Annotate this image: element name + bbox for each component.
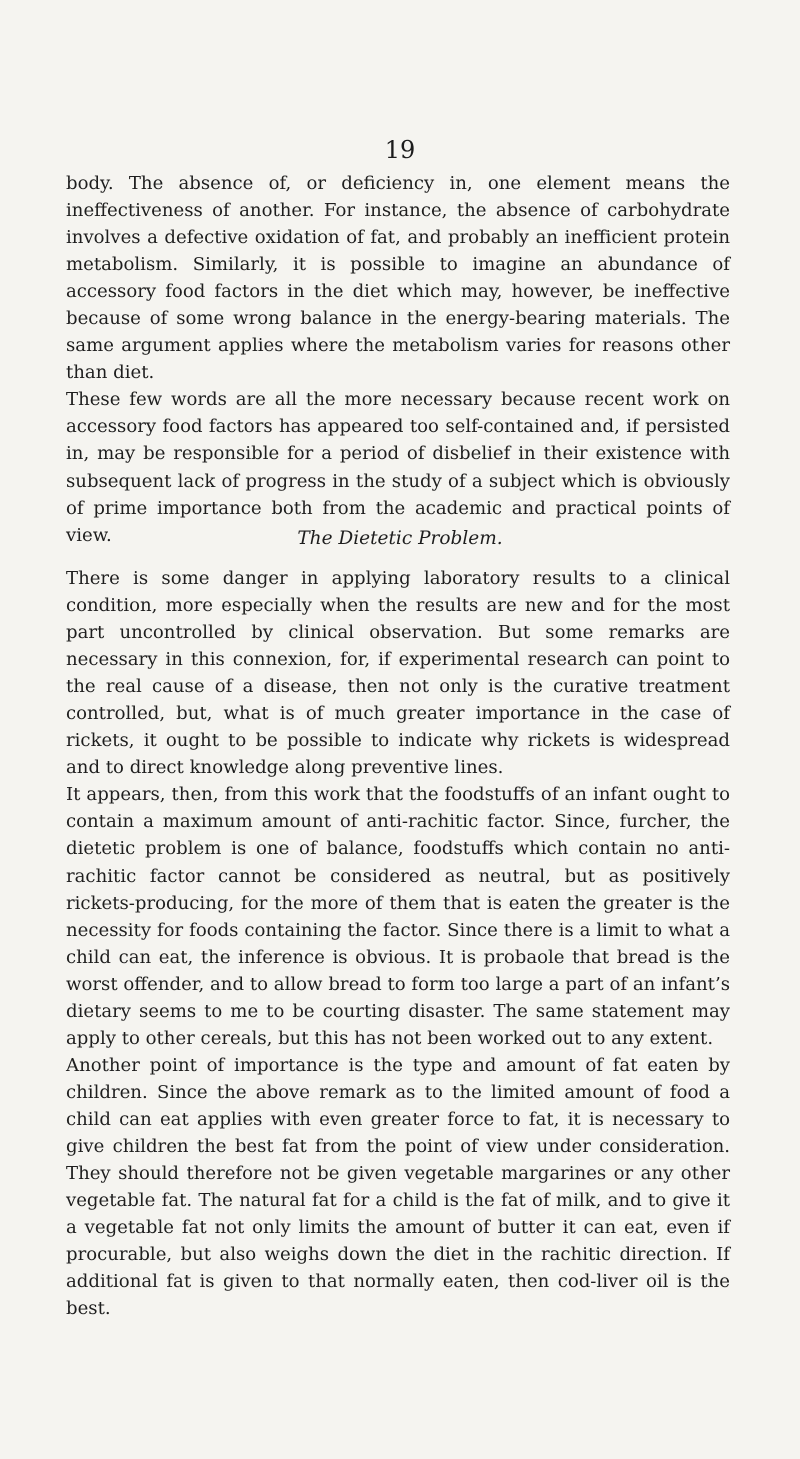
paragraph: There is some danger in applying laboratory results to a clinical condition, more especially when the results are new and for the most part uncontrolled by clinical observation. But some remarks are necessary in this connexion, for, if experimental research can point to the real cause of a disease, then not only is the curative treatment controlled, but, what is of much greater importance in the case of rickets, it ought to be possible to indicate why rickets is widespread and to direct knowledge along preventive lines.: [66, 568, 730, 779]
paragraph: Another point of importance is the type and amount of fat eaten by children. Since the above remark as to the limited amount of food a child can eat applies with even greater force to fat, it is necessary to give children the best fat from the point of view under consideration. They should therefore not be given vegetable margarines or any other vegetable fat. The natural fat for a child is the fat of milk, and to give it a vegetable fat not only limits the amount of butter it can eat, even if procurable, but also weighs down the diet in the rachitic direction. If additional fat is given to that normally eaten, then cod-liver oil is the best.: [66, 1054, 730, 1320]
paragraph: These few words are all the more necessary because recent work on accessory food factors has appeared too self-contained and, if persisted in, may be responsible for a period of disbelief in their existence with subsequent lack of progress in the study of a subject which is obviously of prime importance both from the academic and practical points of view.: [66, 389, 730, 546]
body-text-upper: [66, 170, 730, 549]
section-heading: The Dietetic Problem.: [297, 528, 503, 549]
paragraph: It appears, then, from this work that the foodstuffs of an infant ought to contain a maximum amount of anti-rachitic factor. Since, furcher, the dietetic problem is one of balance, foodstuffs which contain no anti-rachitic factor cannot be considered as neutral, but as positively rickets-producing, for the more of them that is eaten the greater is the necessity for foods containing the factor. Since there is a limit to what a child can eat, the inference is obvious. It is probaole that bread is the worst offender, and to allow bread to form too large a part of an infant’s dietary seems to me to be courting disaster. The same statement may apply to other cereals, but this has not been worked out to any extent.: [66, 784, 730, 1049]
page-number: 19: [384, 136, 416, 164]
body-text-lower: [66, 565, 730, 1322]
paragraph: body. The absence of, or deficiency in, one element means the ineffectiveness of another. For instance, the absence of carbohydrate involves a defective oxidation of fat, and probably an inefficient protein metabolism. Similarly, it is possible to imagine an abundance of accessory food factors in the diet which may, however, be ineffective because of some wrong balance in the energy-bearing materials. The same argument applies where the metabolism varies for reasons other than diet.: [66, 173, 730, 384]
